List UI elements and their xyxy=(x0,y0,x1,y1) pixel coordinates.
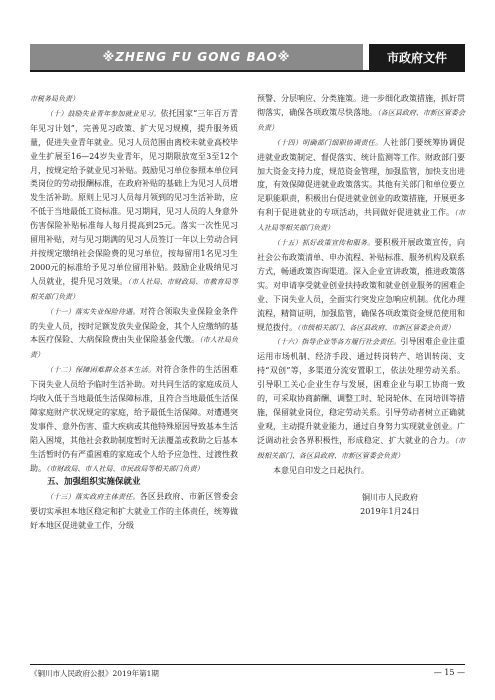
left-column xyxy=(30,92,238,533)
paragraph-13-cont: 预警、分层响应、分类施策。进一步细化政策措施，抓好贯彻落实，确保各项政策尽快落地。（各区县政府、市新区管委会负责） xyxy=(257,94,466,132)
paragraph-14: （十四）明确部门细职协调责任。人社部门要统筹协调促进就业政策制定、督促落实、统计监测等工作。财政部门要加大资金支持力度，规范资金管理，加强监管，加快支出进度，有效保障促进就业政策落实。其他有关部门和单位要立足职能职责，积极出台促进就业创业的政策措施，开展更多有利于促进就业的专项活动，共同做好促进就业工作。（市人社局等相关部门负责） xyxy=(257,137,466,233)
paragraph-15: （十五）抓好政策宣传和服务。要积极开展政策宣传，向社会公布政策清单、申办流程、补贴标准、服务机构及联系方式，畅通政策咨询渠道。深入企业宣讲政策，推进政策落实。对申请享受就业创业扶持政策和就业创业服务的困难企业、下岗失业人员，全面实行突发应急响应机制。优化办理流程，精简证明，加强监管，确保各项政策资金规范使用和规范拨付。（市级相关部门、各区县政府、市新区管委会负责） xyxy=(257,238,465,332)
gazette-title: ※ZHENG FU GONG BAO※ xyxy=(30,44,363,70)
page-number: — 15 — xyxy=(433,668,465,677)
effective-note: 本意见自印发之日起执行。 xyxy=(273,465,369,475)
footer-publication: 《铜川市人民政府公报》2019年第1期 xyxy=(30,669,159,678)
right-column xyxy=(257,92,465,519)
paragraph-13: （十三）落实政府主体责任。各区县政府、市新区管委会要切实承担本地区稳定和扩大就业工作的主体责任，统筹做好本地区促进就业工作，分级 xyxy=(30,492,239,531)
issuing-org: 铜川市人民政府 xyxy=(362,493,418,503)
paragraph-16: （十六）指导企业等各方履行社会责任。引导困难企业注重运用市场机制、经济手段、通过转岗转产、培训转岗、支持“双创”等，多渠道分流安置职工，依法处理劳动关系。引导职工关心企业生存与发展，困难企业与职工协商一致的，可采取协商薪酬、调整工时、轮岗轮休、在岗培训等措施，保留就业岗位，稳定劳动关系。引导劳动者树立正确就业观，主动提升就业能力，通过自身努力实现就业创业。广泛调动社会各界积极性，形成稳定、扩大就业的合力。（市级相关部门、各区县政府、市新区管委会负责） xyxy=(257,337,466,460)
paragraph-11: （十一）落实失业保险待遇。对符合领取失业保险金条件的失业人员，按时足额发放失业保险金，其个人应缴纳的基本医疗保险、大病保险费由失业保险基金代缴。（市人社局负责） xyxy=(30,306,239,360)
page-header xyxy=(30,44,465,72)
dept-note: 市税务局负责） xyxy=(30,95,79,103)
footer-rule xyxy=(30,664,465,665)
section-heading: 五、加强组织实施保就业 xyxy=(47,477,141,488)
section-label: 市政府文件 xyxy=(369,44,465,70)
paragraph-12: （十二）保障困难群众基本生活。对符合条件的生活困难下岗失业人员给予临时生活补助。对共同生活的家庭成员人均收入低于当地最低生活保障标准，且符合当地最低生活保障家庭财产状况规定的家庭，给予最低生活保障。对遭遇突发事件、意外伤害、重大疾病或其他特殊原因导致基本生活陷入困境，其他社会救助制度暂时无法覆盖或救助之后基本生活暂时仍有严重困难的家庭或个人给予应急性、过渡性救助。（市财政局、市人社局、市民政局等相关部门负责） xyxy=(30,365,238,473)
paragraph-10: （十）鼓励失业青年参加就业见习。依托国家“三年百万青年见习计划”，完善见习政策、扩大见习规模，提升服务质量，促进失业青年就业。见习人员范围由离校未就业高校毕业生扩展至16—24岁失业青年，见习期限放宽至3至12个月，按规定给予就业见习补贴。鼓励见习单位参照本单位同类岗位的劳动报酬标准，在政府补贴的基础上为见习人员增发生活补助。原则上见习人员每月领到的见习生活补助，应不低于当地最低工资标准。见习期间，见习人员的人身意外伤害保险补贴标准每人每月提高到25元。落实一次性见习留用补贴，对与见习期满的见习人员签订一年以上劳动合同并按规定缴纳社会保险费的见习单位，按每留用1名见习生2000元的标准给予见习单位留用补贴。鼓励企业吸纳见习人员就业，提升见习效果。（市人社局、市财政局、市教育局等相关部门负责） xyxy=(30,108,239,301)
signature-block xyxy=(257,491,465,519)
issue-date: 2019年1月24日 xyxy=(360,507,420,517)
